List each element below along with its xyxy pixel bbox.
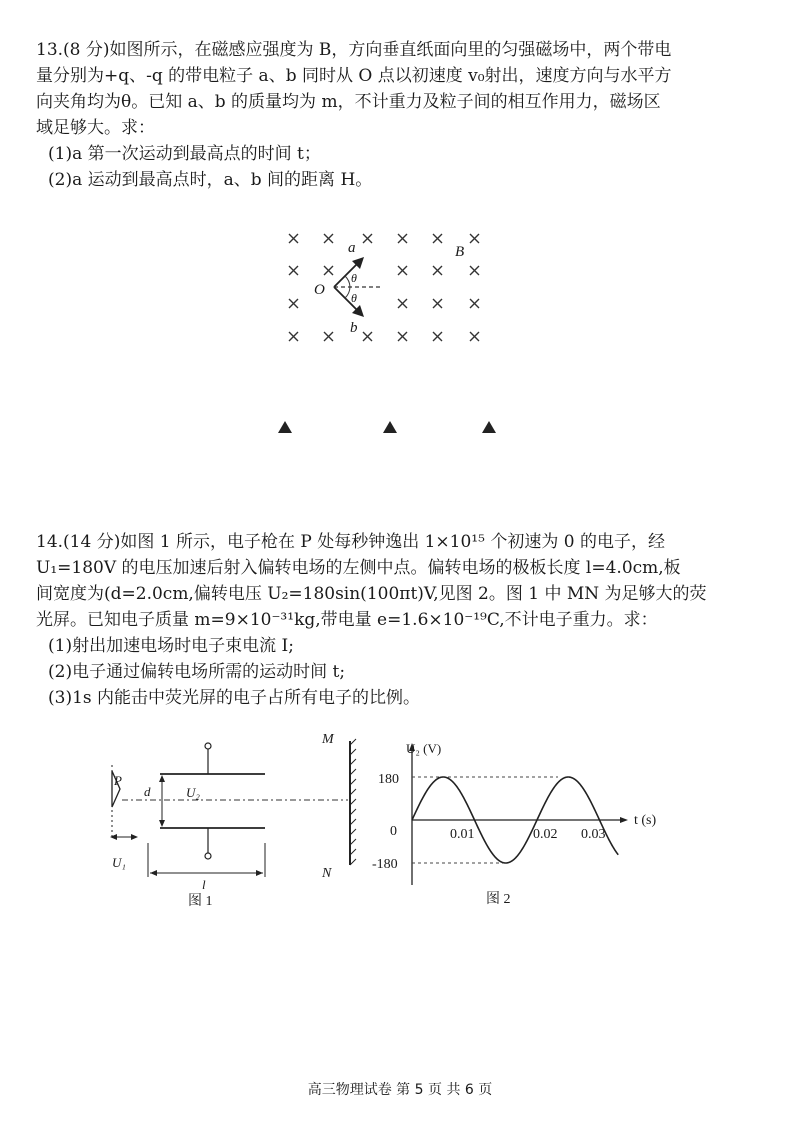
label-U1: U₁ (112, 855, 126, 870)
label-theta-bottom: θ (351, 291, 357, 305)
tick-label-neg180: -180 (372, 857, 398, 872)
tick-label-0: 0 (390, 824, 397, 839)
tick-label-0.01: 0.01 (450, 827, 475, 842)
tick-label-180: 180 (378, 772, 399, 787)
q14-figure-2 (370, 735, 700, 910)
q14-line-4: 光屏。已知电子质量 m=9×10⁻³¹kg,带电量 e=1.6×10⁻¹⁹C,不计电子重力。求： (36, 610, 658, 630)
q13-magnetic-field-figure (260, 220, 520, 450)
tick-label-0.02: 0.02 (533, 827, 558, 842)
y-axis-label: U₂ (V) (406, 741, 442, 756)
triangle-mark-1 (278, 421, 292, 433)
angle-arc-bottom (345, 287, 350, 298)
q13-subquestion-2: (2)a 运动到最高点时，a、b 间的距离 H。 (48, 170, 373, 190)
tick-label-0.03: 0.03 (581, 827, 606, 842)
q13-line-2: 量分别为+q、-q 的带电粒子 a、b 同时从 O 点以初速度 v₀射出，速度方向与水平方 (36, 66, 672, 86)
q14-line-3: 间宽度为(d=2.0cm,偏转电压 U₂=180sin(100πt)V,见图 2。图 1 中 MN 为足够大的荧 (36, 584, 707, 604)
label-d: d (144, 784, 151, 799)
q14-line-2: U₁=180V 的电压加速后射入偏转电场的左侧中点。偏转电场的极板长度 l=4.0cm,板 (36, 558, 681, 578)
label-B: B (455, 244, 465, 260)
label-M: M (322, 732, 334, 747)
label-N: N (322, 866, 332, 881)
label-b: b (350, 320, 358, 336)
q14-subquestion-2: (2)电子通过偏转电场所需的运动时间 t; (48, 662, 346, 682)
q14-subquestion-3: (3)1s 内能击中荧光屏的电子占所有电子的比例。 (48, 688, 421, 708)
q14-subquestion-1: (1)射出加速电场时电子束电流 I; (48, 636, 294, 656)
label-a: a (348, 240, 356, 256)
angle-arc-top (345, 276, 350, 287)
page-footer: 高三物理试卷 第 5 页 共 6 页 (307, 1082, 493, 1098)
q13-line-4: 域足够大。求： (36, 118, 155, 138)
label-l: l (202, 877, 206, 892)
label-O: O (314, 282, 325, 298)
figure-2-caption: 图 2 (486, 892, 511, 907)
label-theta-top: θ (351, 271, 357, 285)
triangle-mark-3 (482, 421, 496, 433)
x-axis-label: t (s) (634, 813, 657, 828)
triangle-mark-2 (383, 421, 397, 433)
q13-line-1: 13.(8 分)如图所示，在磁感应强度为 B，方向垂直纸面向里的匀强磁场中，两个带电 (36, 40, 672, 60)
label-P: P (114, 773, 122, 788)
q13-subquestion-1: (1)a 第一次运动到最高点的时间 t； (48, 144, 321, 164)
q13-line-3: 向夹角均为θ。已知 a、b 的质量均为 m，不计重力及粒子间的相互作用力，磁场区 (36, 92, 661, 112)
q14-figure-1 (100, 725, 385, 915)
label-U2: U₂ (186, 785, 200, 800)
figure-1-caption: 图 1 (188, 894, 213, 909)
q14-line-1: 14.(14 分)如图 1 所示，电子枪在 P 处每秒钟逸出 1×10¹⁵ 个初速为 0 的电子，经 (36, 532, 665, 552)
